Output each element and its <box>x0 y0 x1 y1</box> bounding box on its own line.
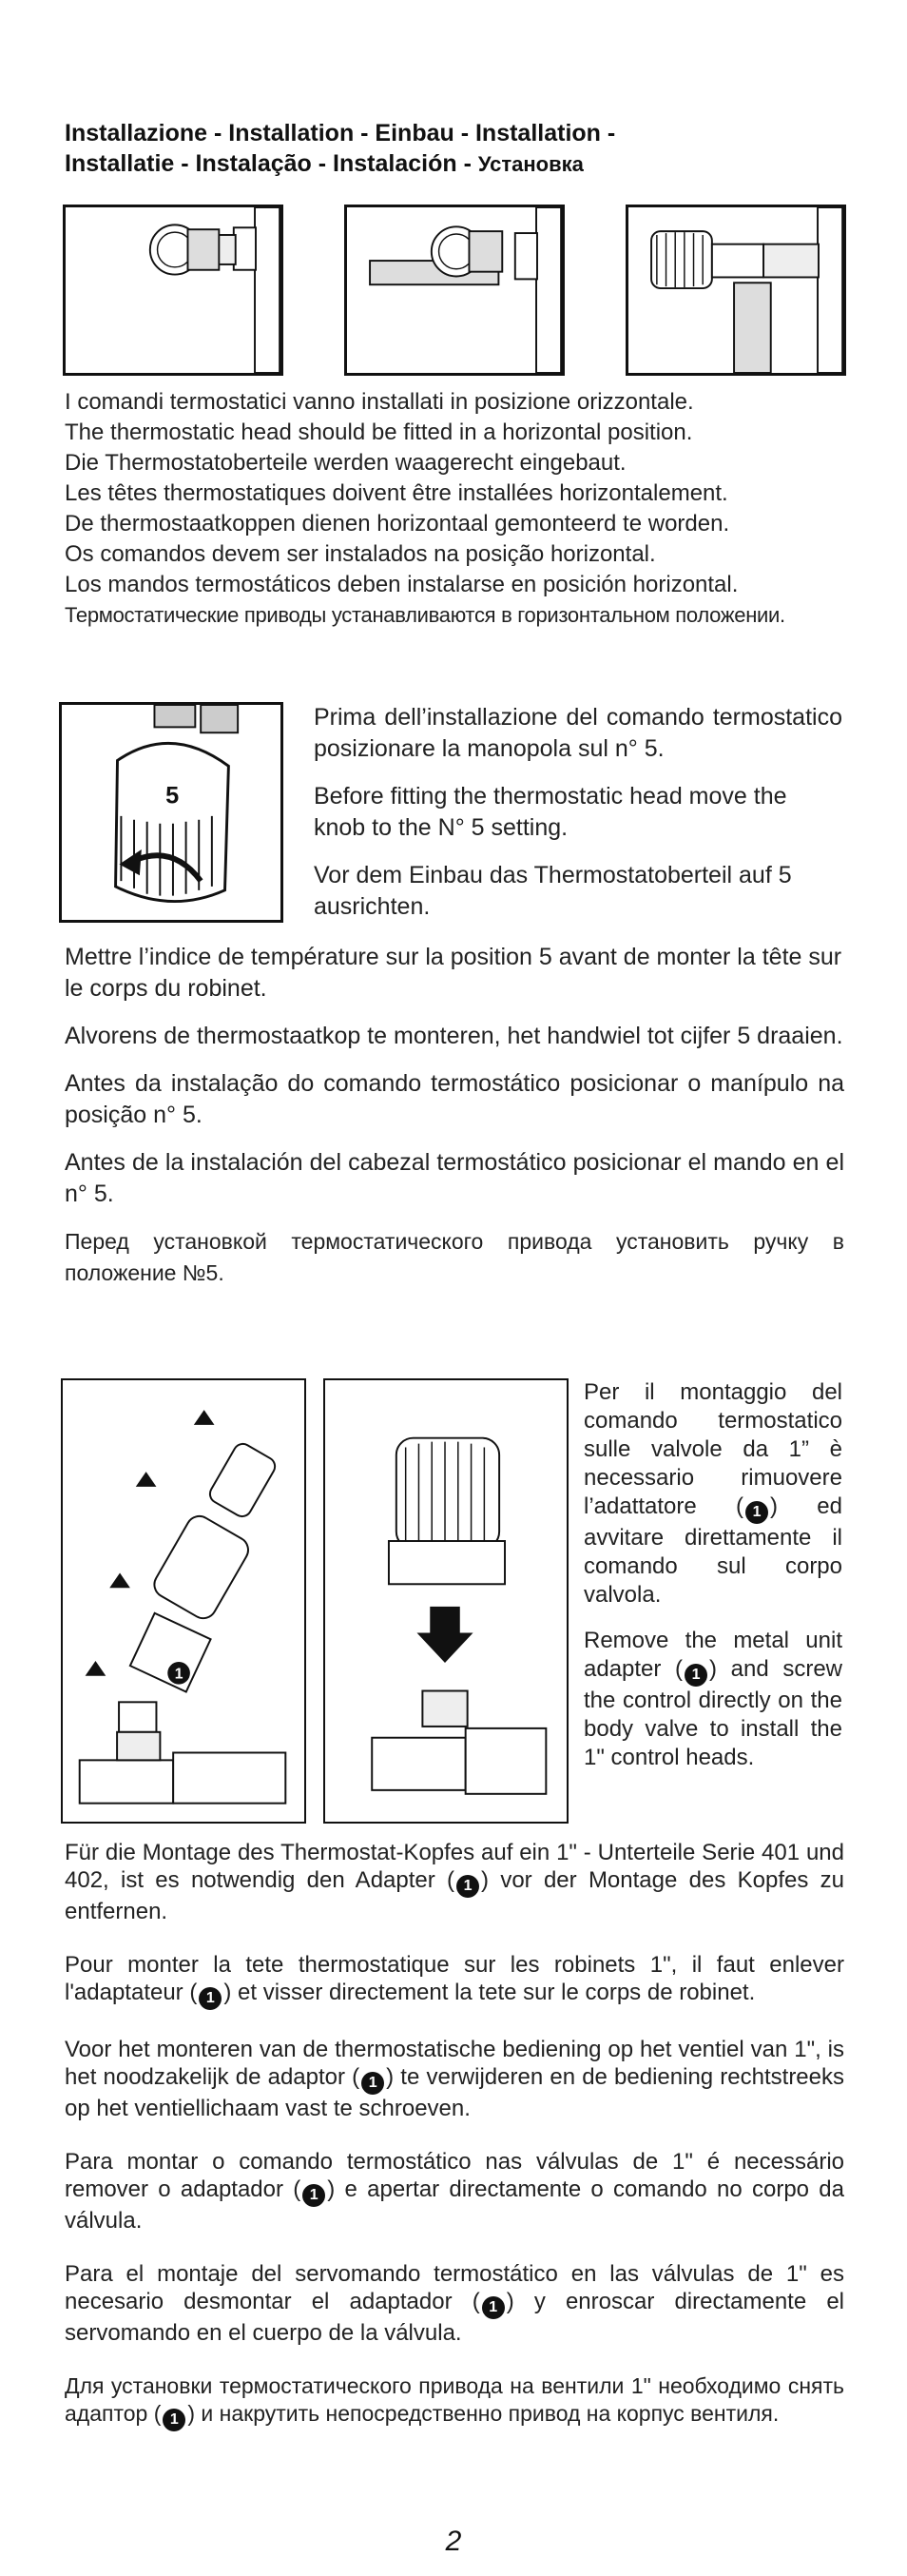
figure-adapter-removal <box>61 1378 306 1824</box>
adapter-text-pt <box>65 2148 844 2234</box>
adapter-text-pt-a: Para montar o comando termostático nas válvulas de 1" é necessário remover o adaptador ( <box>65 2149 844 2202</box>
adapter-text-ru-b: ) и накрутить непосредственно привод на корпус вентиля. <box>187 2401 780 2426</box>
adapter-text-en <box>584 1627 842 1772</box>
adapter-badge-icon: 1 <box>163 2409 185 2431</box>
adapter-badge-icon: 1 <box>745 1501 768 1524</box>
adapter-badge-icon: 1 <box>302 2184 325 2207</box>
adapter-instructions-full <box>65 1839 844 2431</box>
heading-line-2-cyrillic: Установка <box>477 152 584 176</box>
adapter-text-fr <box>65 1951 844 2010</box>
adapter-text-nl-b: ) te verwijderen en de bediening rechtstreeks op het ventiellichaam vast te schroeven. <box>65 2064 845 2121</box>
down-arrow-stem <box>430 1607 460 1635</box>
up-arrow-icon <box>86 1661 106 1676</box>
adapter-text-es-a: Para el montaje del servomando termostático en las válvulas de 1" es necesario desmontar el adaptador ( <box>65 2261 844 2314</box>
figure-head-on-radiator <box>63 205 283 376</box>
heading-line-1: Installazione - Installation - Einbau - Installation - <box>65 120 616 146</box>
adapter-text-de-a: Für die Montage des Thermostat-Kopfes auf ein 1" - Unterteile Serie 401 und 402, ist es notwendig den Adapter ( <box>65 1840 844 1893</box>
line-en: The thermostatic head should be fitted in a horizontal position. <box>65 420 693 445</box>
pipe-valve-illustration <box>347 207 562 373</box>
knob-text-pt: Antes da instalação do comando termostático posicionar o manípulo na posição n° 5. <box>65 1070 844 1128</box>
adapter-instructions-right <box>584 1378 842 1772</box>
page-number: 2 <box>445 2526 462 2557</box>
figure-knob-set-to-5 <box>59 702 283 923</box>
figure-head-vertical-valve <box>626 205 846 376</box>
knob-text-ru: Перед установкой термостатического привода установить ручку в положение №5. <box>65 1229 844 1285</box>
adapter-badge-icon: 1 <box>199 1987 222 2010</box>
knob-text-en: Before fitting the thermostatic head move the knob to the N° 5 setting. <box>314 783 787 841</box>
adapter-badge-icon: 1 <box>482 2296 505 2319</box>
up-arrow-icon <box>136 1472 157 1487</box>
line-fr: Les têtes thermostatiques doivent être installées horizontalement. <box>65 480 728 506</box>
knob-instructions-full <box>65 942 844 1305</box>
adapter-text-en-b: ) and screw the control directly on the body valve to install the 1" control heads. <box>584 1656 843 1770</box>
up-arrow-icon <box>194 1410 215 1425</box>
knob-illustration <box>62 705 280 920</box>
adapter-text-en-a: Remove the metal unit adapter ( <box>584 1628 842 1682</box>
adapter-text-it-a: Per il montaggio del comando termostatico sulle valvole da 1” è necessario rimuovere l’adattatore ( <box>584 1379 842 1519</box>
knob-text-fr: Mettre l’indice de température sur la position 5 avant de monter la tête sur le corps du robinet. <box>65 944 842 1002</box>
line-it: I comandi termostatici vanno installati in posizione orizzontale. <box>65 389 694 415</box>
adapter-text-fr-a: Pour monter la tete thermostatique sur les robinets 1", il faut enlever l'adaptateur ( <box>65 1952 844 2005</box>
radiator-valve-illustration <box>66 207 280 373</box>
line-nl: De thermostaatkoppen dienen horizontaal gemonteerd te worden. <box>65 511 730 537</box>
line-de: Die Thermostatoberteile werden waagerecht eingebaut. <box>65 450 627 476</box>
page-heading <box>65 118 844 180</box>
adapter-removal-illustration <box>63 1380 304 1822</box>
adapter-text-it-b: ) ed avvitare direttamente il comando sul corpo valvola. <box>584 1493 843 1608</box>
adapter-badge-icon: 1 <box>685 1664 707 1687</box>
knob-text-de: Vor dem Einbau das Thermostatoberteil auf 5 ausrichten. <box>314 862 792 920</box>
angle-valve-illustration <box>628 207 843 373</box>
adapter-text-ru-a: Для установки термостатического привода на вентили 1" необходимо снять адаптор ( <box>65 2373 844 2426</box>
knob-text-it: Prima dell’installazione del comando termostatico posizionare la manopola sul n° 5. <box>314 704 842 762</box>
adapter-text-fr-b: ) et visser directement la tete sur le corps de robinet. <box>223 1980 756 2005</box>
adapter-text-de-b: ) vor der Montage des Kopfes zu entfernen. <box>65 1867 844 1924</box>
heading-line-2 <box>65 148 844 180</box>
down-arrow-icon <box>416 1632 473 1663</box>
orientation-instructions <box>65 387 854 631</box>
adapter-text-es <box>65 2260 844 2347</box>
figure-head-on-pipe <box>344 205 565 376</box>
adapter-text-pt-b: ) e apertar directamente o comando no corpo da válvula. <box>65 2176 844 2234</box>
adapter-text-de <box>65 1839 844 1925</box>
adapter-text-nl-a: Voor het monteren van de thermostatische bediening op het ventiel van 1", is het noodzakelijk de adaptor ( <box>65 2037 844 2090</box>
up-arrow-icon <box>109 1572 130 1588</box>
adapter-text-nl <box>65 2036 844 2122</box>
knob-instructions-right <box>314 702 842 939</box>
adapter-text-it <box>584 1378 842 1610</box>
adapter-badge-icon: 1 <box>456 1875 479 1898</box>
knob-text-es: Antes de la instalación del cabezal termostático posicionar el mando en el n° 5. <box>65 1149 844 1207</box>
adapter-badge-icon: 1 <box>361 2072 384 2095</box>
adapter-text-ru <box>65 2372 844 2431</box>
line-pt: Os comandos devem ser instalados na posição horizontal. <box>65 541 656 567</box>
head-on-valve-illustration <box>325 1380 567 1822</box>
line-ru: Термостатические приводы устанавливаются в горизонтальном положении. <box>65 603 785 627</box>
knob-number-label: 5 <box>165 782 180 810</box>
line-es: Los mandos termostáticos deben instalarse en posición horizontal. <box>65 572 739 597</box>
knob-text-nl: Alvorens de thermostaatkop te monteren, het handwiel tot cijfer 5 draaien. <box>65 1023 843 1049</box>
heading-line-2-latin: Installatie - Instalação - Instalación - <box>65 150 478 177</box>
adapter-text-es-b: ) y enroscar directamente el servomando en el cuerpo de la válvula. <box>65 2289 844 2346</box>
adapter-callout-number: 1 <box>174 1666 183 1683</box>
figure-head-on-valve <box>323 1378 569 1824</box>
